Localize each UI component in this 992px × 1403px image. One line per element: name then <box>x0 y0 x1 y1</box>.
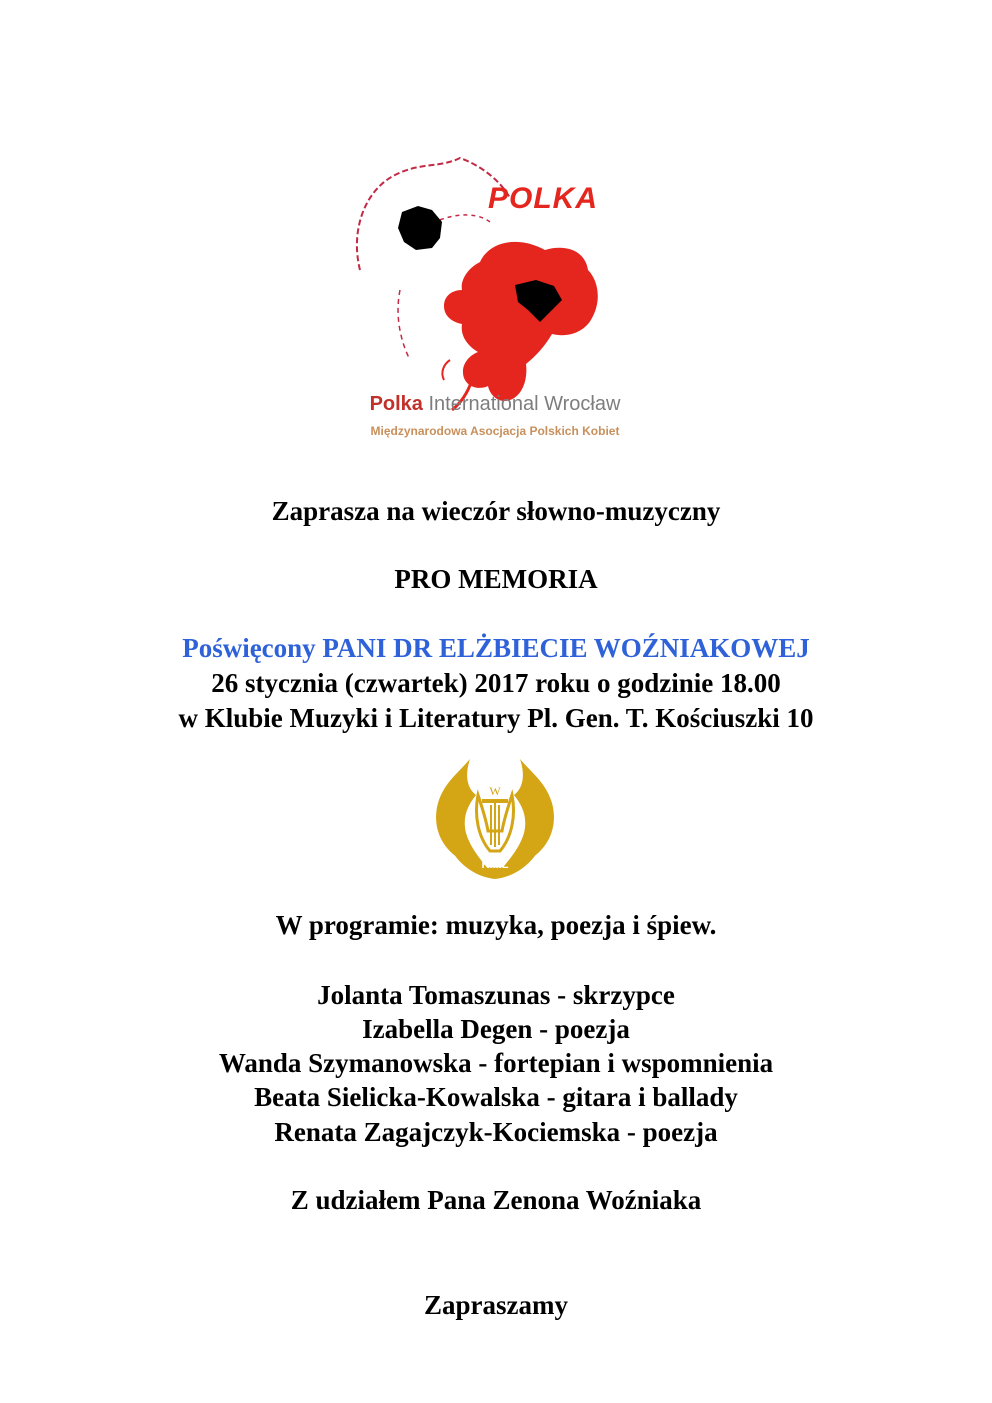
polka-badge-text: POLKA <box>488 182 598 215</box>
closing-line: Zapraszamy <box>424 1290 568 1320</box>
lyre-flame-icon <box>430 755 560 883</box>
performer-item: Renata Zagajczyk-Kociemska - poezja <box>274 1117 718 1147</box>
logo-name-accent: Polka <box>369 393 423 415</box>
performer-item: Wanda Szymanowska - fortepian i wspomnienia <box>218 1048 774 1078</box>
dedication-line: Poświęcony PANI DR ELŻBIECIE WOŹNIAKOWEJ <box>182 633 810 663</box>
lyre-letter: W <box>489 784 501 798</box>
performer-item: Izabella Degen - poezja <box>362 1014 630 1044</box>
event-title: PRO MEMORIA <box>394 564 598 594</box>
venue-line: w Klubie Muzyki i Literatury Pl. Gen. T. Kościuszki 10 <box>178 703 814 733</box>
logo-subtitle: Międzynarodowa Asocjacja Polskich Kobiet <box>370 424 620 438</box>
invite-line: Zaprasza na wieczór słowno-muzyczny <box>271 496 721 526</box>
performer-item: Jolanta Tomaszunas - skrzypce <box>317 980 675 1010</box>
club-logo-label: KMiL <box>481 859 509 871</box>
program-heading: W programie: muzyka, poezja i śpiew. <box>275 910 717 940</box>
black-seed-shape <box>398 206 442 250</box>
logo-name-rest: International Wrocław <box>422 393 621 415</box>
performer-item: Beata Sielicka-Kowalska - gitara i ballady <box>254 1082 738 1112</box>
guest-line: Z udziałem Pana Zenona Woźniaka <box>290 1185 702 1215</box>
logo-organization-name <box>300 393 690 416</box>
red-poppy-shape <box>444 242 598 401</box>
date-line: 26 stycznia (czwartek) 2017 roku o godzinie 18.00 <box>211 668 781 698</box>
